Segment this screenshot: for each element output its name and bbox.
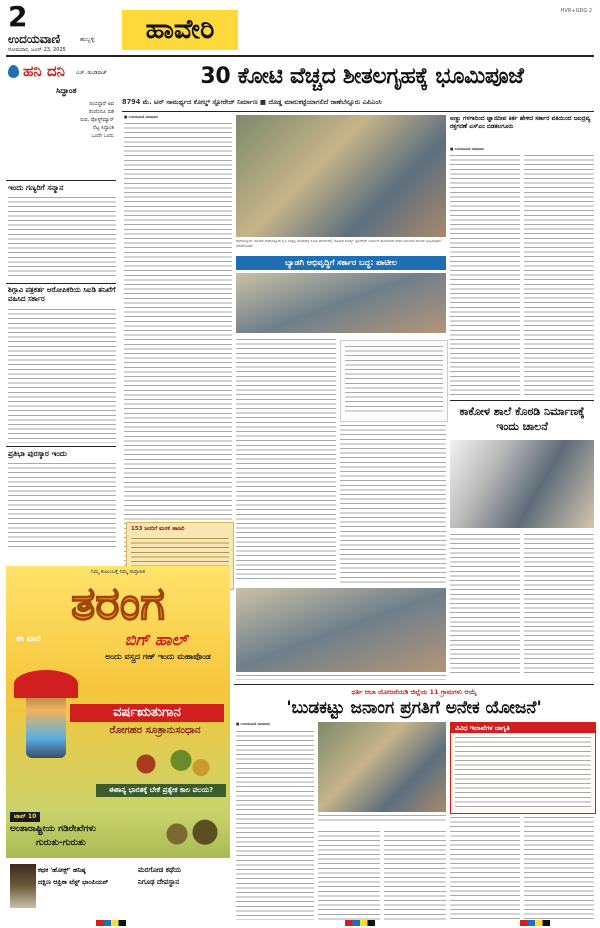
ad-top10-label: ಟಾಪ್ 10 bbox=[10, 812, 40, 822]
story3-body bbox=[524, 154, 594, 396]
poem-line: ರೆಂದೆಂದೂ ಬಿಡಿ bbox=[88, 109, 114, 115]
poem-line: ಒಂದೇ ಒಂದು bbox=[91, 133, 114, 139]
bottom-headline: 'ಬುಡಕಟ್ಟು ಜನಾಂಗ ಪ್ರಗತಿಗೆ ಅನೇಕ ಯೋಜನೆ' bbox=[286, 698, 542, 718]
story4-headline: ಕಾಕೋಳ ಶಾಲೆ ಕೊಠಡಿ ನಿರ್ಮಾಣಕ್ಕೆ ಇಂದು ಚಾಲನೆ bbox=[459, 405, 585, 433]
bottom-dateline: ■ ಉದಯವಾಣಿ ಸಮಾಚಾರ bbox=[236, 722, 270, 726]
ad-player-image bbox=[10, 864, 36, 908]
story2-quote-box bbox=[340, 340, 448, 422]
story4-body bbox=[450, 533, 520, 673]
page-number: 2 bbox=[8, 0, 28, 33]
ad-big-hall-sub: ಅಂದು ವಸ್ತ್ರದ ಗಣ್ ಇಂದು ಮಹಾಪೊಂಡ bbox=[105, 652, 211, 661]
column-divider bbox=[6, 180, 116, 181]
lead-dateline: ■ ಉದಯವಾಣಿ ಸಮಾಚಾರ bbox=[124, 115, 158, 119]
side-box-title: ವಿವಿಧ ಇಲಾಖೆಗಳ ಜಾಗೃತಿ bbox=[451, 723, 595, 733]
column-author: ಎಚ್. ಡುಂಡಿರಾಜ್ bbox=[76, 70, 107, 76]
poem-line: ನೆಟ್ಟ ಸಿದ್ಧಾಂತ bbox=[92, 125, 114, 131]
ad-title2: ರೋಗಹರ ಸೂತ್ರಾನುಸಂಧಾನ bbox=[109, 725, 201, 736]
story2-body bbox=[340, 424, 446, 583]
tharanga-ad[interactable] bbox=[6, 566, 230, 918]
lead-photo-caption: ರಾಣೆಬೆನ್ನೂರು: ಹಾವೇರಿ-ಕಾಣೆಬೆನ್ನೂರು ಕೃಷಿ ಉತ್ಪನ್ನ ಮಾರುಕಟ್ಟೆ ಸಮಿತಿ ಆವರಣದಲ್ಲಿ ರವಿವಾರ ಕೋಲ್ಡ್ ಸ್ಟೋರೇಜ್ ನಿರ್ಮಾಣ ಕಾಮಗಾರಿಗೆ ಸಚಿವ ಶಿವಾನಂದ ಪಾಟೀಲ ಭೂಮಿಪೂಜೆ ನೆರವೇರಿಸಿದರು. bbox=[236, 239, 441, 248]
story2-photo bbox=[236, 273, 446, 333]
ad-coins-image bbox=[156, 816, 226, 852]
story4-body bbox=[524, 533, 594, 673]
ad-top10-line1: ಅಂತಾರಾಷ್ಟ್ರೀಯ ಗಡಿರೇಖೆಗಳು bbox=[10, 824, 96, 834]
poem-line: ರುವ, ಪೋಸ್ಟ್‌ಮ್ಯಾನ್ bbox=[80, 117, 114, 123]
left-divider bbox=[6, 446, 116, 447]
column-heading: ಸಿದ್ಧಾಂತ bbox=[56, 86, 77, 95]
ad-bottom-right1: ಮರಗೋಡ ಕಥೆಯ bbox=[138, 866, 182, 874]
bottom-photo bbox=[318, 722, 446, 812]
bottom-rule bbox=[234, 684, 594, 685]
drop-icon bbox=[8, 65, 19, 78]
paper-name: ಉದಯವಾಣಿ bbox=[8, 32, 61, 46]
story3-headline: ಅಣ್ಣು ಗಳಗಾರಿಂದ ಜ್ಞಾನದೀಪ ಕಿರ್ತ ಹೇಳಿದ ಸರ್ಕಾರ ವತಿಯಿಂದ ಜಲದ್ರವ್ಯ ರಕ್ತಗರಣೆ ಎಸ್ಎಂ ಬಿಡಕಲಗೂರು bbox=[450, 115, 591, 130]
lead-headline: 30 ಕೋಟಿ ವೆಚ್ಚದ ಶೀತಲಗೃಹಕ್ಕೆ ಭೂಮಿಪೂಜೆ bbox=[200, 64, 524, 89]
story4-rule bbox=[450, 400, 594, 401]
masthead-rule bbox=[6, 55, 594, 57]
registration-mark bbox=[96, 920, 126, 926]
bottom-body bbox=[450, 816, 520, 920]
bottom-photo-caption bbox=[318, 814, 446, 826]
ad-umbrella-image bbox=[14, 670, 78, 698]
ad-bottom-left1: ಕಥಕ 'ಹೋಕ್ಸ್' ಹನಿಷ್ಠ bbox=[38, 866, 86, 874]
story3-dateline: ■ ಉದಯವಾಣಿ ಸಮಾಚಾರ bbox=[450, 147, 484, 151]
district-banner bbox=[122, 10, 238, 50]
district-name: ಹಾವೇರಿ bbox=[145, 14, 215, 45]
left-divider bbox=[6, 283, 116, 284]
ad-question: ಈಶಾನ್ಯ ಭಾರತಕ್ಕೆ ಬೇಕೆ ಪ್ರತ್ಯೇಕ ಕಾಲ ವಲಯ? bbox=[96, 784, 226, 797]
ad-title1: ವರ್ಷಋತುಗಾನ bbox=[70, 704, 224, 722]
column-box bbox=[6, 62, 116, 178]
column-poem bbox=[36, 100, 114, 140]
bottom-body bbox=[524, 816, 594, 920]
lead-subheadline: 8794 ಮೆ. ಟನ್ ಸಾಮರ್ಥ್ಯದ ಕೋಲ್ಡ್ ಸ್ಟೋರೇಜ್ ನಿರ್ಮಾಣ ■ ದೊಡ್ಡ ಮಾರುಕಟ್ಟೆಯಾಗಲಿದೆ ರಾಣೆಬೆನ್ನೂರು ಎಪಿಎಂಸಿ bbox=[122, 98, 382, 106]
masthead bbox=[0, 0, 600, 54]
story2-headline: ಬ್ಯಾಡಗಿ ಅಭಿವೃದ್ಧಿಗೆ ಸರ್ಕಾರ ಬದ್ಧ: ಪಾಟೀಲ bbox=[236, 256, 446, 270]
left-story-body bbox=[8, 308, 116, 443]
center-photo-caption bbox=[236, 674, 446, 682]
left-story-body bbox=[8, 196, 116, 280]
column-title: ಹನಿ ದನಿ bbox=[23, 62, 65, 80]
center-photo bbox=[236, 588, 446, 672]
ad-bottom-right2: ನಿಗೂಢ ದೇವಸ್ಥಾನ bbox=[138, 878, 180, 886]
registration-mark bbox=[345, 920, 375, 926]
info-box-title: 153 ಜನರಿಗೆ ಮರಳಿ ಹಾಜರಿ bbox=[131, 526, 185, 532]
poem-line: ನಂಬಿದ್ದಾರೆ ಅವ bbox=[89, 101, 114, 107]
bottom-body bbox=[384, 830, 446, 920]
date-line: ಸೋಮವಾರ, ಜೂನ್ 23, 2025 bbox=[8, 47, 66, 53]
bottom-body bbox=[318, 830, 380, 920]
left-story-heading: ಪ್ರತಿಭಾ ಪುರಸ್ಕಾರ ಇಂದು bbox=[8, 449, 67, 458]
bottom-body bbox=[236, 730, 314, 920]
registration-mark bbox=[520, 920, 550, 926]
story4-photo bbox=[450, 440, 594, 528]
page-code: HVR+GDG 2 bbox=[560, 8, 592, 14]
lead-body bbox=[124, 122, 232, 590]
lead-photo bbox=[236, 115, 446, 237]
lead-rule bbox=[122, 111, 594, 112]
ad-day: ಈ ವಾರ bbox=[16, 634, 41, 644]
ad-fruit-image bbox=[116, 746, 216, 782]
ad-big-hall: ಬಿಗ್ ಹಾಲ್ bbox=[124, 630, 188, 649]
ad-bottom-left2: ದಕ್ಷಿಣ ಆಫ್ರಿಕಾ ಟೆಸ್ಟ್ ಛಾಂಪಿಯನ್ bbox=[38, 878, 109, 886]
left-story-heading: ಶಿಗ್ಗಾವಿ ಪತ್ರಕರ್ತ ಆರೋಪಿಕರಿಯ ಸಿಐಡಿ ತನಿಖೆಗೆ ವಹಿಸಿದ ಸರ್ಕಾರ bbox=[8, 286, 116, 303]
ad-tagline: ನಿಮ್ಮ ಕುಟುಂಬಕ್ಕೆ ನಿಮ್ಮ ಸಾಪ್ತಾಹಿಕ bbox=[91, 569, 145, 575]
side-box bbox=[450, 722, 596, 814]
left-story-body bbox=[8, 462, 116, 550]
story3-body bbox=[450, 154, 520, 396]
ad-top10-line2: ಗುರುತು-ಗುರುತು bbox=[36, 838, 86, 848]
left-story-heading: ಇಂದು ಗಣ್ಯರಿಗೆ ಸನ್ಮಾನ bbox=[8, 183, 64, 192]
story2-body bbox=[236, 338, 336, 583]
ad-brand: ತರಂಗ bbox=[71, 576, 165, 630]
sub-name: ಹುಬ್ಬಳ್ಳಿ bbox=[80, 36, 95, 43]
bottom-kicker: ಧರ್ತಿ ಆಬಾ ಯೋಜನೆಯಡಿ ಜಿಲ್ಲೆಯ 11 ಗ್ರಾಮಗಳು ಆಯ್ಕೆ bbox=[351, 688, 477, 696]
